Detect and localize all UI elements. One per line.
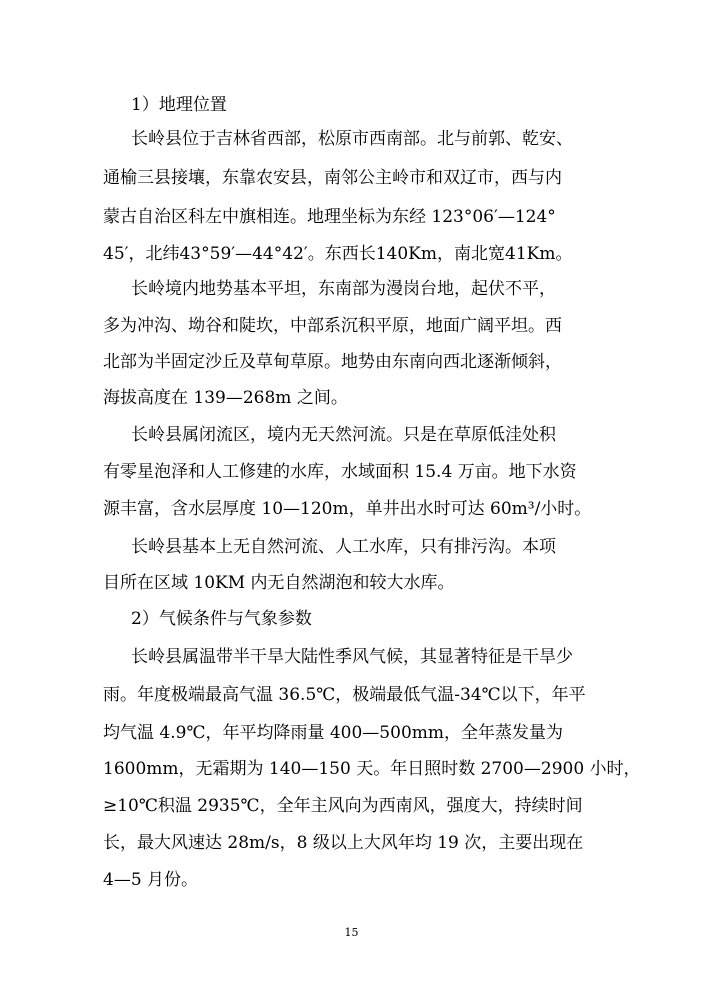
paragraph-line: 长岭县属闭流区，境内无天然河流。只是在草原低洼处积	[131, 425, 556, 445]
paragraph-line: 有零星泡泽和人工修建的水库，水域面积 15.4 万亩。地下水资	[103, 462, 577, 482]
page-number: 15	[344, 926, 359, 939]
paragraph-line: 均气温 4.9℃，年平均降雨量 400—500mm，全年蒸发量为	[103, 723, 563, 743]
paragraph-line: 长岭县基本上无自然河流、人工水库，只有排污沟。本项	[131, 537, 556, 557]
paragraph-line: 1600mm，无霜期为 140—150 天。年日照时数 2700—2900 小时，	[103, 759, 641, 779]
paragraph-line: 北部为半固定沙丘及草甸草原。地势由东南向西北逐渐倾斜，	[103, 352, 562, 372]
paragraph-line: 通榆三县接壤，东靠农安县，南邻公主岭市和双辽市，西与内	[103, 168, 562, 188]
paragraph-line: ≥10℃积温 2935℃，全年主风向为西南风，强度大，持续时间	[103, 796, 583, 816]
paragraph-line: 多为冲沟、坳谷和陡坎，中部系沉积平原，地面广阔平坦。西	[103, 316, 562, 336]
paragraph-line: 长岭县位于吉林省西部，松原市西南部。北与前郭、乾安、	[131, 129, 573, 149]
paragraph-line: 源丰富，含水层厚度 10—120m，单井出水时可达 60m³/小时。	[103, 499, 592, 519]
paragraph-line: 海拔高度在 139—268m 之间。	[103, 388, 348, 408]
paragraph-line: 4—5 月份。	[103, 870, 199, 890]
paragraph-line: 目所在区域 10KM 内无自然湖泡和较大水库。	[103, 573, 455, 593]
paragraph-line: 蒙古自治区科左中旗相连。地理坐标为东经 123°06′—124°	[103, 207, 556, 227]
paragraph-line: 45′，北纬43°59′—44°42′。东西长140Km，南北宽41Km。	[103, 244, 573, 264]
section-heading-location: 1）地理位置	[131, 95, 227, 115]
paragraph-line: 长岭境内地势基本平坦，东南部为漫岗台地，起伏不平，	[131, 279, 556, 299]
paragraph-line: 长岭县属温带半干旱大陆性季风气候，其显著特征是干旱少	[131, 647, 573, 667]
section-heading-climate: 2）气候条件与气象参数	[131, 609, 312, 629]
paragraph-line: 长，最大风速达 28m/s，8 级以上大风年均 19 次，主要出现在	[103, 833, 584, 853]
paragraph-line: 雨。年度极端最高气温 36.5℃，极端最低气温-34℃以下，年平	[103, 685, 586, 705]
